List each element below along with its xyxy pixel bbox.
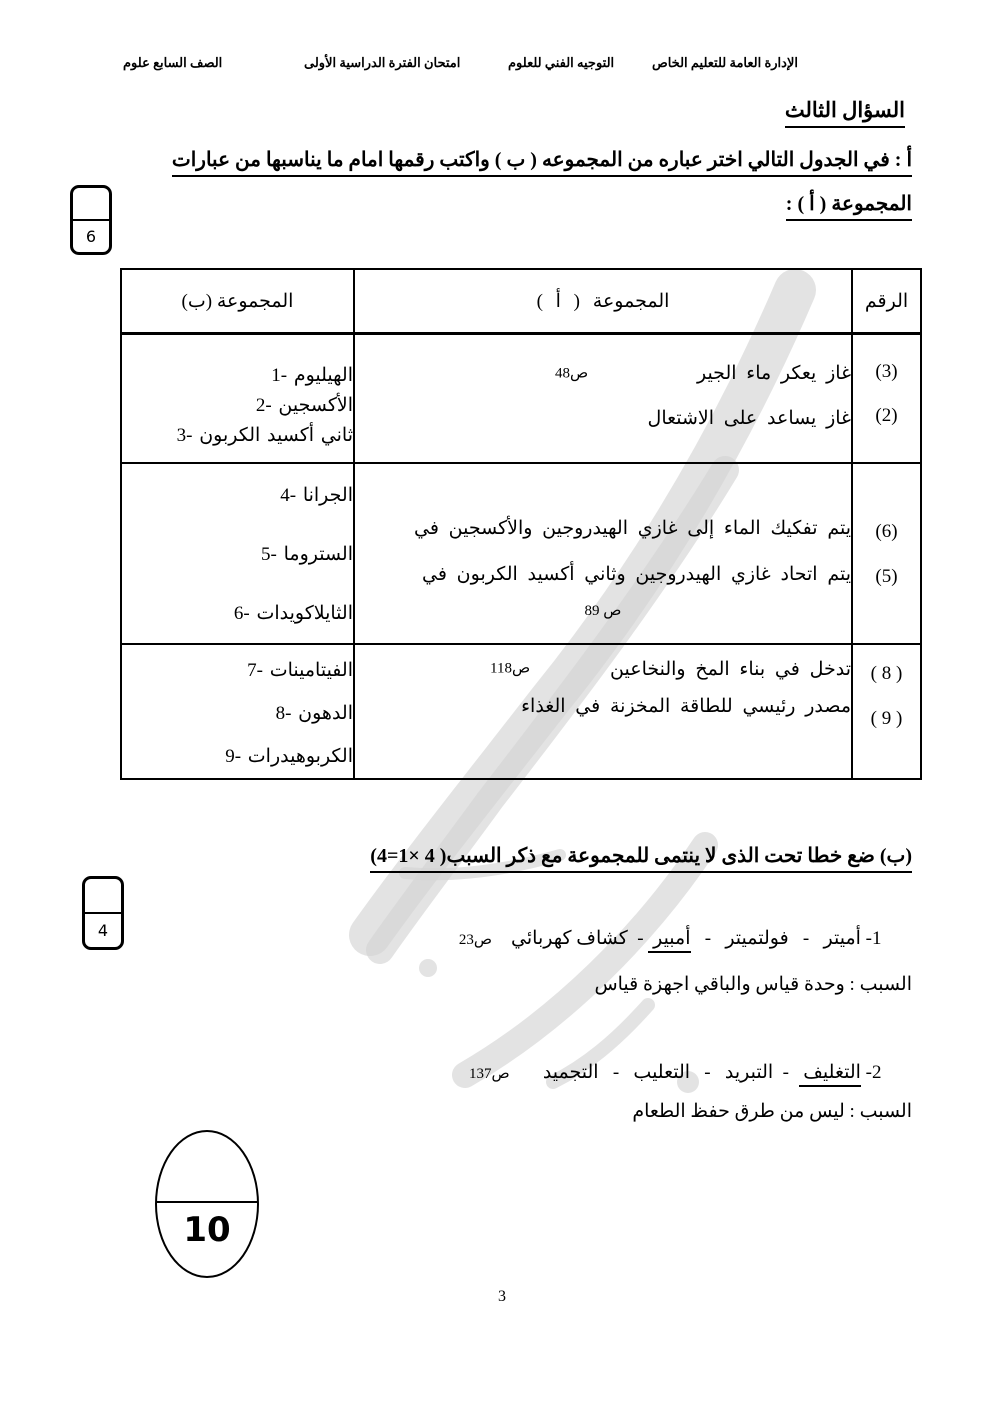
statement-text: غاز يعكر ماء الجير [696, 363, 851, 384]
page-ref: ص137 [468, 1066, 510, 1082]
statement-text: مصدر رئيسي للطاقة المخزنة في الغذاء [521, 695, 851, 717]
statement-text: يتم تفكيك الماء إلى غازي الهيدروجين والأكسجين في [414, 517, 851, 539]
table-row [121, 644, 921, 779]
answer-number-cell [852, 644, 921, 779]
part-b-heading: (ب) ضع خطا تحت الذى لا ينتمى للمجموعة مع ذكر السبب( 4 ×1=4) [370, 843, 912, 873]
group-b-cell [121, 463, 354, 644]
col-header-number: الرقم [852, 269, 921, 334]
total-score-oval [155, 1130, 259, 1278]
part-a-instruction-line1: أ : في الجدول التالي اختر عباره من المجموعه ( ب ) واكتب رقمها امام ما يناسبها من عبارات [172, 147, 912, 177]
group-a-statement [355, 688, 851, 725]
item-text: 2- [860, 1062, 882, 1083]
group-a-statement [355, 552, 851, 598]
group-b-option: 7- الفيتامينات [247, 659, 353, 681]
page-ref: ص 89 [584, 602, 622, 619]
part-a-score-value: 6 [85, 227, 97, 246]
page-ref: ص48 [555, 365, 589, 381]
answer-number: (6) [875, 520, 898, 542]
part-b-reason-2: السبب : ليس من طرق حفظ الطعام [632, 1101, 912, 1122]
group-b-cell [121, 334, 354, 463]
item-text: - كشاف كهربائي [492, 928, 649, 949]
oval-divider-line [157, 1201, 257, 1203]
group-b-option: 5- الستروما [261, 543, 353, 565]
statement-text: يتم اتحاد غازي الهيدروجين وثاني أكسيد الكربون في [422, 563, 851, 585]
answer-number: ( 9 ) [870, 707, 903, 729]
statement-text: غاز يساعد على الاشتعال [647, 408, 851, 429]
page-ref: ص23 [458, 932, 493, 948]
page-number: 3 [498, 1288, 506, 1305]
answer-number: ( 8 ) [870, 662, 903, 684]
group-b-cell [121, 644, 354, 779]
score-box-empty-half [73, 188, 109, 221]
item-text: - التبريد - التعليب - التجميد [509, 1062, 799, 1083]
part-b-score-box [82, 876, 124, 950]
underlined-answer: التغليف [799, 1062, 861, 1087]
group-a-statement [355, 651, 851, 688]
group-a-statement [355, 506, 851, 552]
table-header-row [121, 269, 921, 334]
question-title: السؤال الثالث [785, 98, 905, 128]
part-b-reason-1: السبب : وحدة قياس والباقي اجهزة قياس [594, 974, 912, 995]
statement-text: تدخل في بناء المخ والنخاعين [610, 658, 851, 680]
answer-number-cell [852, 334, 921, 463]
item-text: 1- أميتر - فولتميتر - [690, 928, 882, 949]
group-a-statement [355, 351, 851, 396]
group-b-option: 6- الثايلاكويدات [233, 602, 353, 624]
matching-table [120, 268, 922, 780]
table-row [121, 334, 921, 463]
part-b-item-1 [459, 905, 910, 972]
group-b-option: 1- الهيليوم [271, 365, 353, 386]
part-b-score-value: 4 [97, 921, 109, 940]
group-a-statement [355, 396, 851, 441]
group-b-option: 9- الكربوهيدرات [225, 745, 353, 767]
group-b-option: 4- الجرانا [280, 484, 353, 506]
score-box-empty-half [85, 879, 121, 914]
underlined-answer: أمبير [648, 928, 690, 953]
group-b-option: 8- الدهون [275, 702, 353, 724]
table-row [121, 463, 921, 644]
part-a-score-box [70, 185, 112, 255]
part-b-item-2 [469, 1039, 910, 1106]
group-a-cell [354, 334, 852, 463]
answer-number: (5) [875, 565, 898, 587]
answer-number-cell [852, 463, 921, 644]
header-exam-period: امتحان الفترة الدراسية الأولى [304, 55, 461, 70]
group-b-option: 2- الأكسجين [255, 395, 353, 416]
col-header-group-a: المجموعة ( أ ) [354, 269, 852, 334]
answer-number: (2) [875, 405, 898, 426]
header-grade: الصف السابع علوم [123, 55, 223, 70]
part-a-instruction-line2: المجموعة ( أ ) : [786, 191, 912, 221]
page-ref: ص118 [490, 660, 531, 677]
group-a-cell [354, 463, 852, 644]
group-a-cell [354, 644, 852, 779]
group-b-option: 3- ثاني أكسيد الكربون [176, 425, 353, 446]
total-score-value: 10 [183, 1210, 231, 1250]
answer-number: (3) [875, 361, 898, 382]
header-directorate: الإدارة العامة للتعليم الخاص [652, 55, 798, 70]
col-header-group-b: المجموعة (ب) [121, 269, 354, 334]
header-science-guidance: التوجيه الفني للعلوم [508, 55, 615, 70]
